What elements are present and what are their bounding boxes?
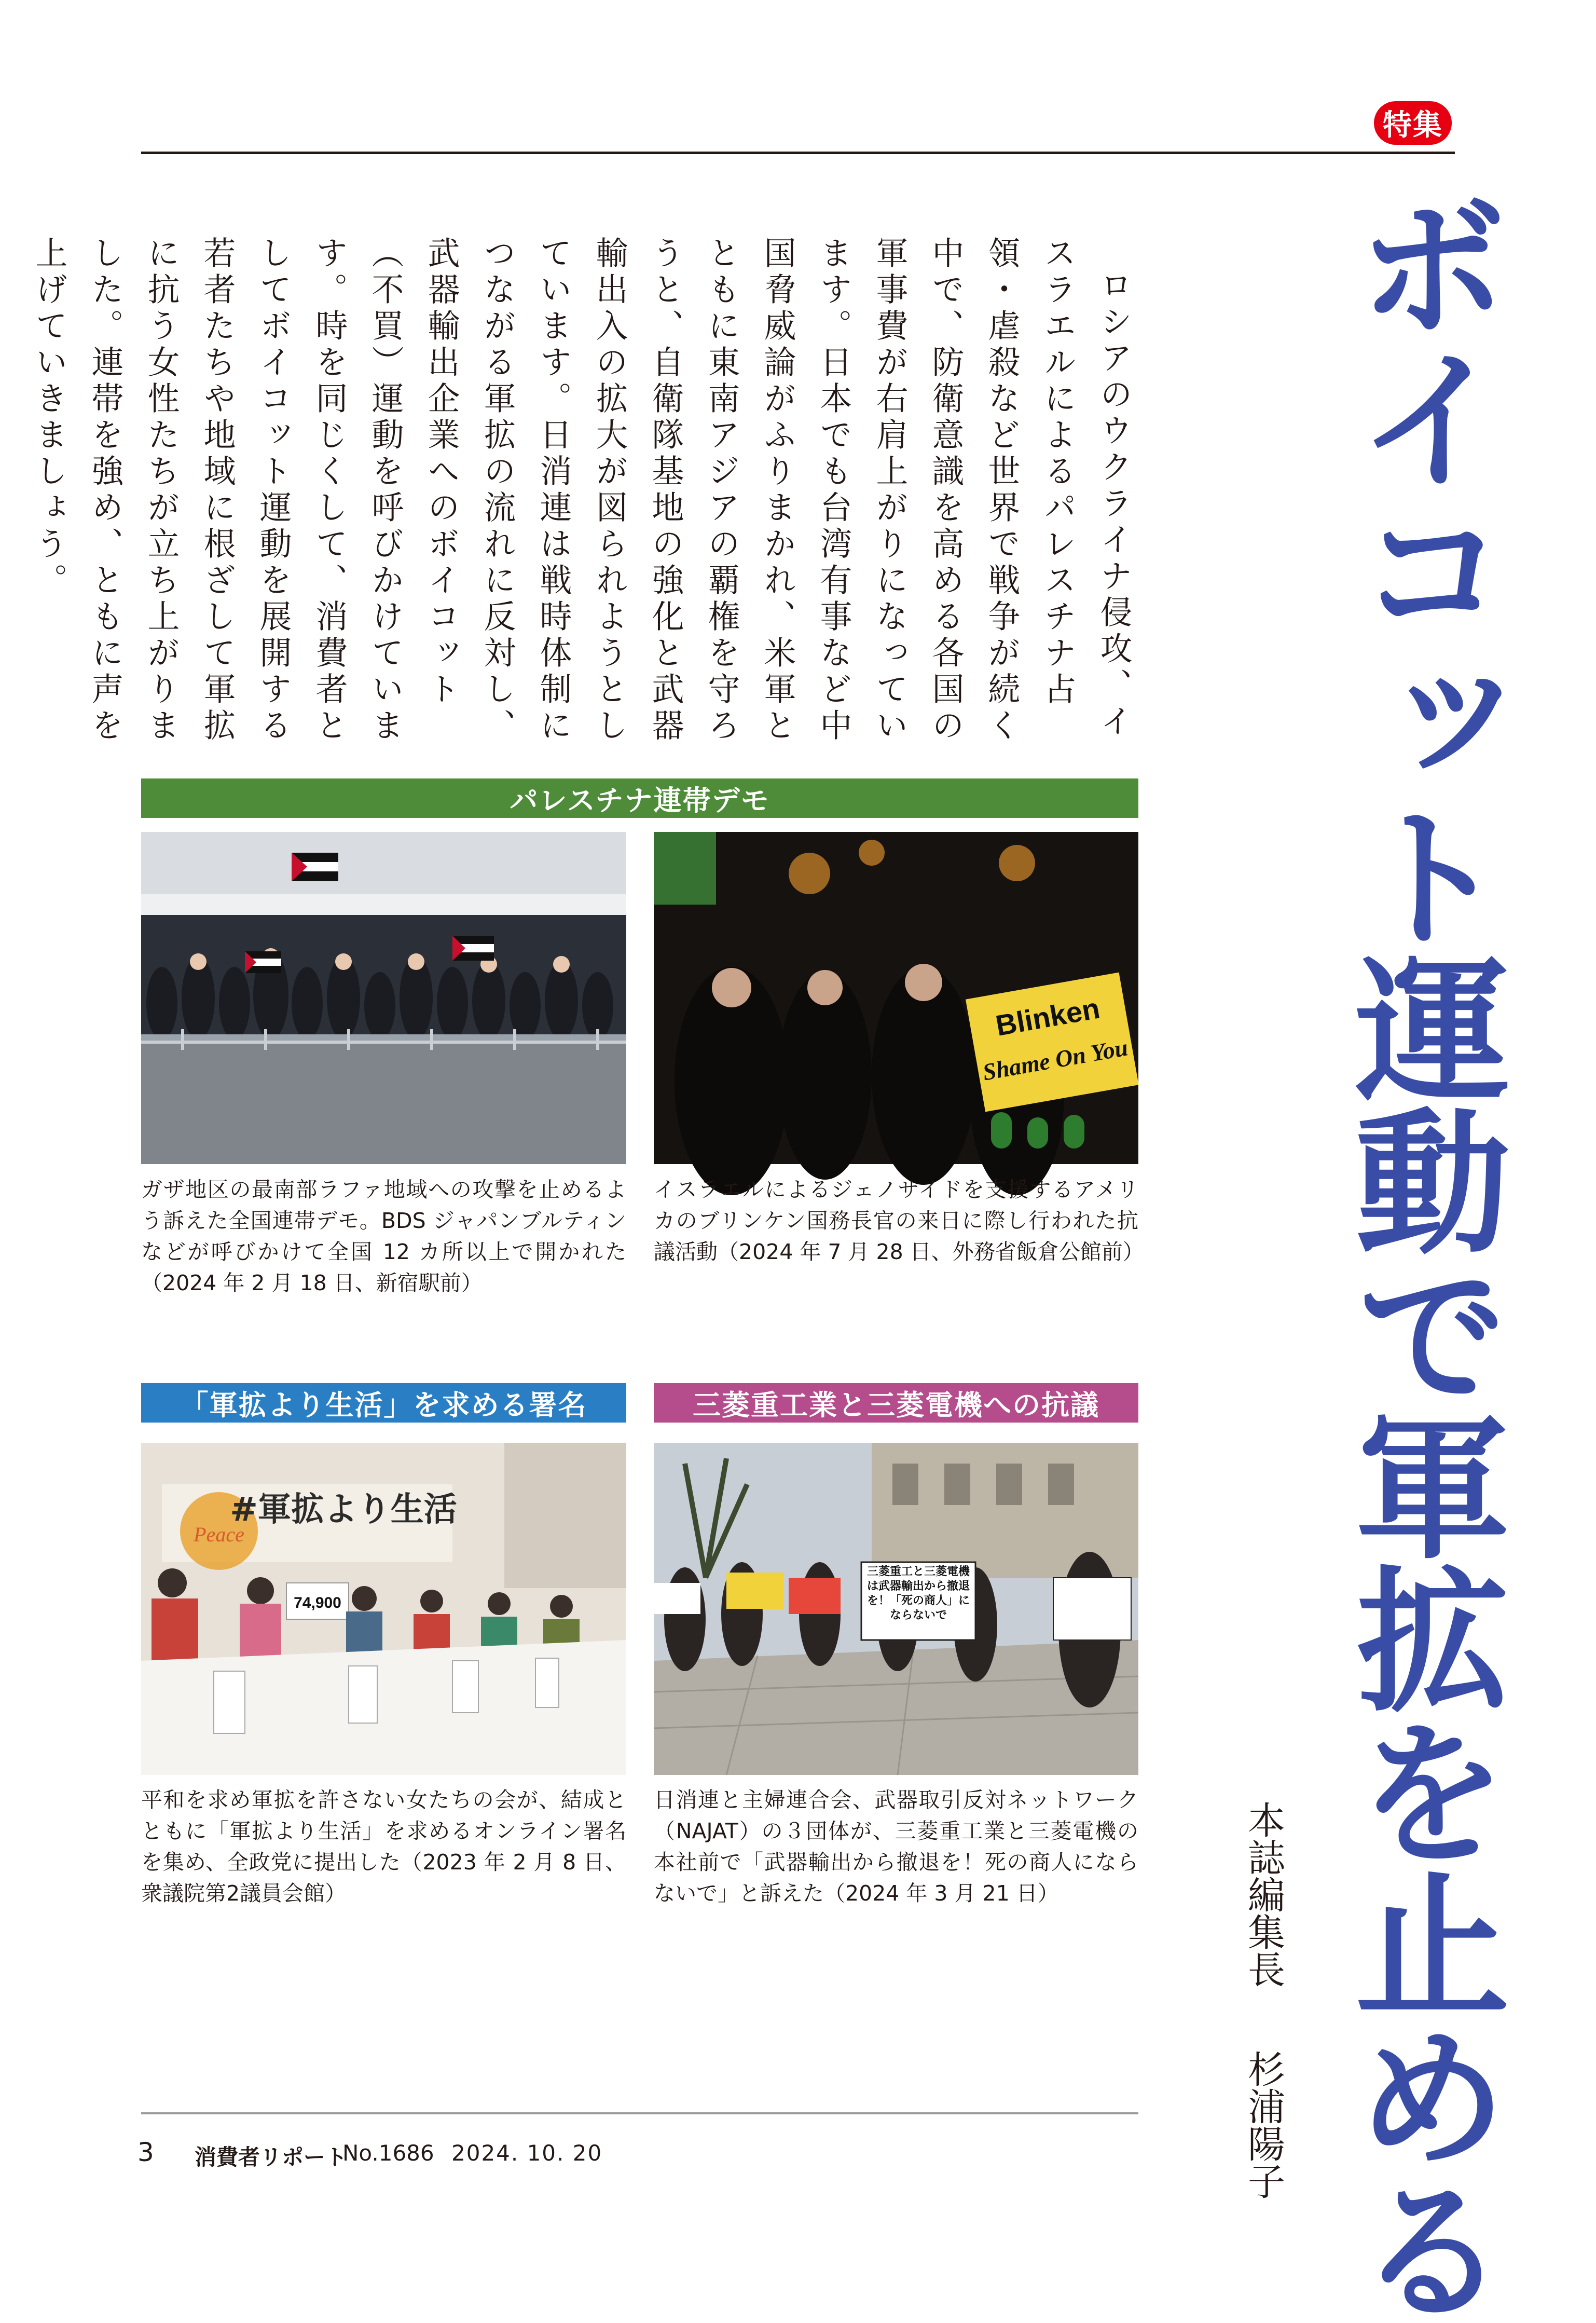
section-header-mitsubishi (654, 1383, 1138, 1423)
issue-number: No.1686 (342, 2140, 434, 2166)
page-number: 3 (137, 2137, 154, 2167)
photo-caption-signature: 平和を求め軍拡を許さない女たちの会が、結成とともに「軍拡より生活」を求めるオンライン署名を集め、全政党に提出した（2023 年 2 月 8 日、衆議院第2議員会館） (141, 1787, 626, 1906)
feature-badge-label: 特集 (1383, 108, 1443, 142)
article-headline: ボイコット運動で軍拡を止める (1329, 187, 1509, 2323)
byline-name: 杉浦陽子 (1242, 2050, 1285, 2199)
photo-signature-submission (141, 1443, 626, 1775)
issue-date: 2024. 10. 20 (451, 2140, 603, 2166)
protest-sign-line1: Blinken (993, 991, 1103, 1042)
body-paragraph: ロシアのウクライナ侵攻、イスラエルによるパレスチナ占領・虐殺など世界で戦争が続く中で、防衛意識を高める各国の軍事費が右肩上がりになっています。日本でも台湾有事など中国脅威論がふりまかれ、米軍とともに東南アジアの覇権を守ろうと、自衛隊基地の強化と武器輸出入の拡大が図られようとしています。日消連は戦時体制につながる軍拡の流れに反対し、武器輸出企業へのボイコット（不買）運動を呼びかけています。時を同じくして、消費者としてボイコット運動を展開する若者たちや地域に根ざして軍拡に抗う女性たちが立ち上がりました。連帯を強め、ともに声を上げていきましょう。 (30, 236, 1133, 745)
photo-caption-blinken: イスラエルによるジェノサイドを支援するアメリカのブリンケン国務長官の来日に際し行われた抗議活動（2024 年 7 月 28 日、外務省飯倉公館前） (654, 1177, 1144, 1264)
photo-signature-illustration (141, 1443, 626, 1775)
section-title-mitsubishi: 三菱重工業と三菱電機への抗議 (693, 1388, 1099, 1422)
photo-mitsubishi-protest (654, 1443, 1138, 1775)
photo-shinjuku-demo (141, 832, 626, 1164)
magazine-title: 消費者リポート (195, 2144, 348, 2170)
photo-shinjuku-demo-illustration (141, 832, 626, 1164)
signature-count: 74,900 (294, 1594, 341, 1611)
banner-hashtag-text: #軍拡より生活 (230, 1491, 457, 1529)
banner-peace-text: Peace (194, 1523, 244, 1546)
footer-divider (141, 2112, 1138, 2114)
feature-badge (1374, 101, 1452, 145)
section-header-signature (141, 1383, 626, 1423)
photo-caption-shinjuku: ガザ地区の最南部ラファ地域への攻撃を止めるよう訴えた全国連帯デモ。BDS ジャパンブルティンなどが呼びかけて全国 12 カ所以上で開かれた（2024 年 2 月 18 日、新宿駅前） (141, 1177, 626, 1295)
photo-blinken-protest-illustration (654, 832, 1138, 1164)
section-title-palestine: パレスチナ連帯デモ (510, 784, 770, 817)
protest-placard-text: 三菱重工と三菱電機は武器輸出から撤退を！「死の商人」にならないで (866, 1565, 970, 1622)
byline (1224, 1801, 1292, 2199)
article-body (30, 236, 1141, 755)
photo-blinken-protest (654, 832, 1138, 1164)
photo-caption-mitsubishi: 日消連と主婦連合会、武器取引反対ネットワーク（NAJAT）の３団体が、三菱重工業と三菱電機の本社前で「武器輸出から撤退を！死の商人にならないで」と訴えた（2024 年 3 月 21 日） (654, 1787, 1138, 1906)
protest-sign-line2: Shame On You (981, 1034, 1130, 1086)
photo-mitsubishi-illustration (654, 1443, 1138, 1775)
section-title-signature: 「軍拡より生活」を求める署名 (180, 1388, 587, 1422)
byline-role: 本誌編集長 (1242, 1801, 1285, 1988)
section-header-palestine (141, 778, 1138, 818)
top-divider (141, 152, 1455, 154)
